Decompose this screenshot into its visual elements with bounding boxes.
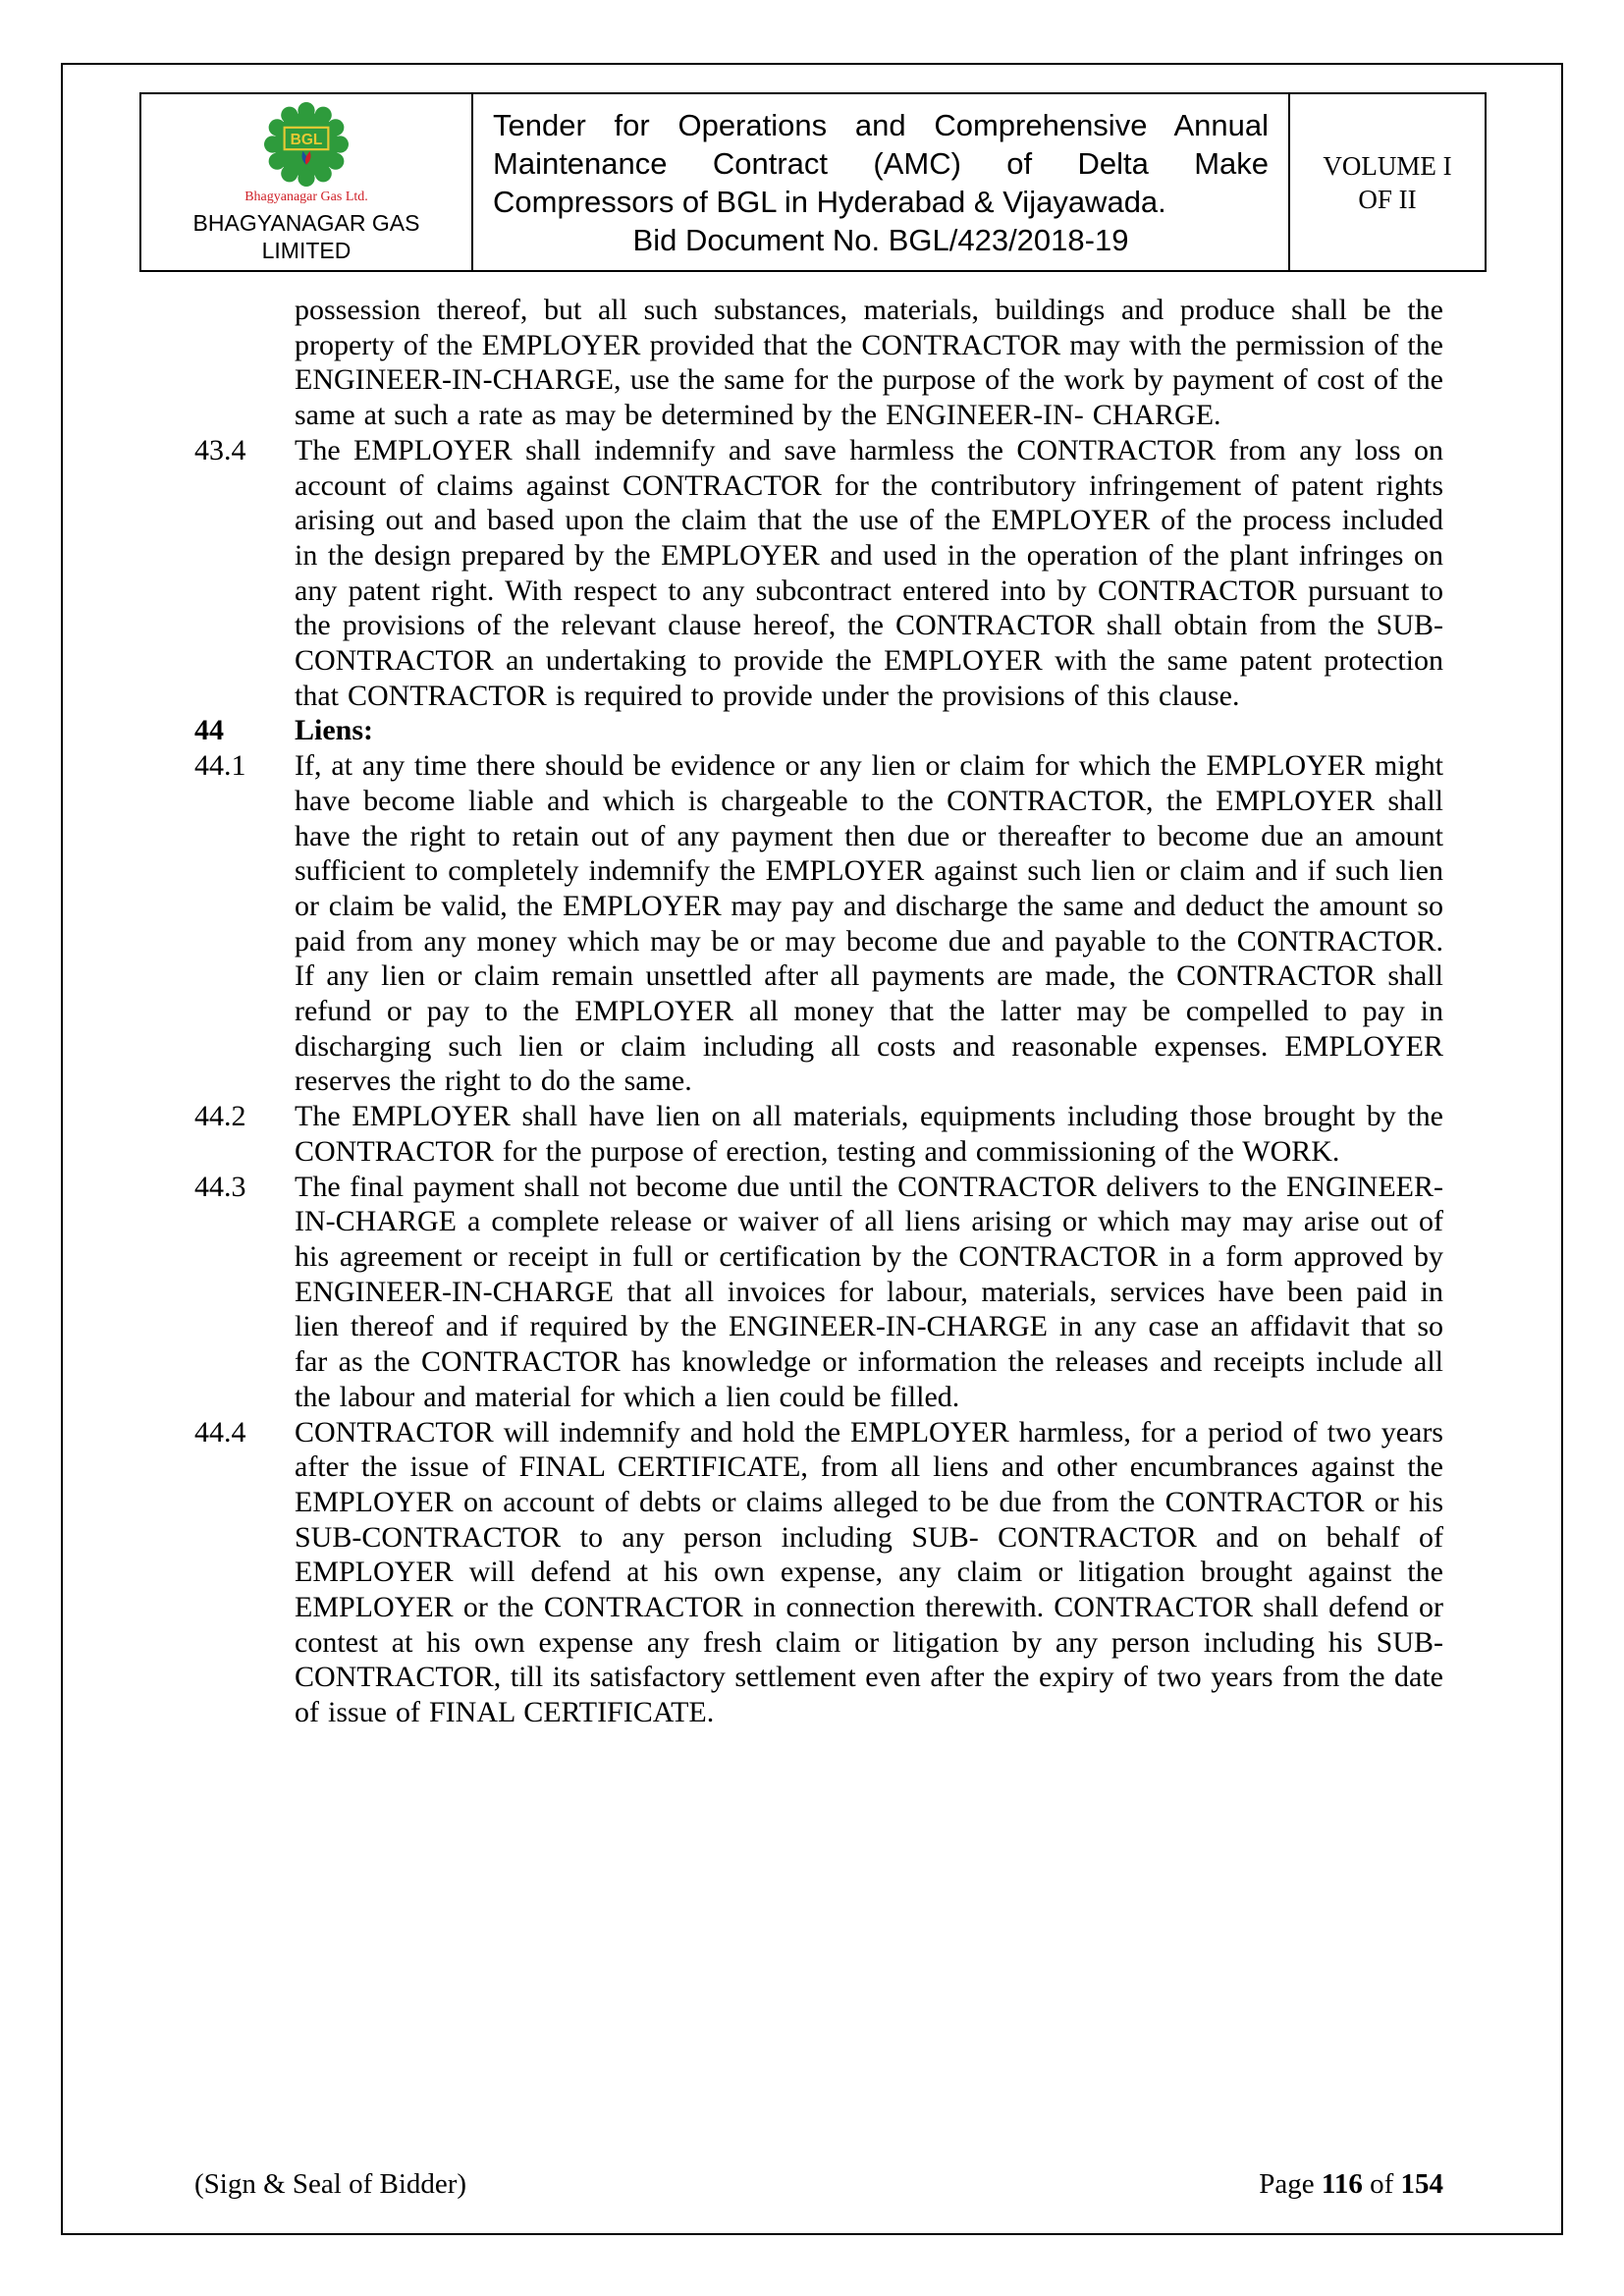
clause-text: The final payment shall not become due until the CONTRACTOR delivers to the ENGINEER-IN-CHARGE a complete release or waiver of all liens arising or which may may arise out of his agreement or receipt in full or certification by the CONTRACTOR in a form approved by ENGINEER-IN-CHARGE that all invoices for labour, materials, services have been paid in lien thereof and if required by the ENGINEER-IN-CHARGE in any case an affidavit that so far as the CONTRACTOR has knowledge or information the releases and receipts include all the labour and material for which a lien could be filled. (295, 1170, 1443, 1413)
paragraph-44-3 (194, 1170, 1443, 1415)
paragraph-44-1 (194, 748, 1443, 1099)
document-body (194, 293, 1443, 1730)
tender-title: Tender for Operations and Comprehensive Annual Maintenance Contract (AMC) of Delta Make Compressors of BGL in Hyderabad & Vijayawada. (493, 107, 1269, 219)
bid-document-number: Bid Document No. BGL/423/2018-19 (632, 222, 1129, 257)
clause-number: 43.4 (194, 433, 246, 466)
org-name-line1: BHAGYANAGAR GAS (192, 210, 420, 236)
paragraph-44-4 (194, 1415, 1443, 1730)
clause-number: 44.4 (194, 1415, 246, 1449)
sign-seal-note: (Sign & Seal of Bidder) (194, 2168, 467, 2200)
volume-line1: VOLUME I (1323, 150, 1452, 181)
clause-text: CONTRACTOR will indemnify and hold the EMPLOYER harmless, for a period of two years after the issue of FINAL CERTIFICATE, from all liens and other encumbrances against the EMPLOYER on account of debts or claims alleged to be due from the CONTRACTOR or his SUB-CONTRACTOR to any person including SUB- CONTRACTOR and on behalf of EMPLOYER will defend at his own expense, any claim or litigation brought against the EMPLOYER or the CONTRACTOR in connection therewith. CONTRACTOR shall defend or contest at his own expense any fresh claim or litigation by any person including his SUB-CONTRACTOR, till its satisfactory settlement even after the expiry of two years from the date of issue of FINAL CERTIFICATE. (295, 1415, 1443, 1729)
document-header (139, 92, 1487, 272)
logo-caption: Bhagyanagar Gas Ltd. (244, 190, 368, 204)
heading-44-liens (194, 713, 1443, 748)
page-number (194, 2168, 1443, 2201)
org-name-line2: LIMITED (261, 238, 352, 263)
logo-cell (140, 93, 472, 271)
page-current: 116 (1321, 2168, 1363, 2200)
volume-line2: OF II (1358, 184, 1417, 214)
page-total: 154 (1400, 2168, 1443, 2200)
of-label: of (1362, 2168, 1401, 2200)
clause-number: 44 (194, 714, 224, 747)
page-label: Page (1259, 2168, 1322, 2200)
clause-number: 44.1 (194, 749, 246, 783)
clause-text: The EMPLOYER shall indemnify and save harmless the CONTRACTOR from any loss on account of claims against CONTRACTOR for the contributory infringement of patent rights arising out and based upon the claim that the use of the EMPLOYER of the process included in the design prepared by the EMPLOYER and used in the operation of the plant infringes on any patent right. With respect to any subcontract entered into by CONTRACTOR pursuant to the provisions of the relevant clause hereof, the CONTRACTOR shall obtain from the SUB-CONTRACTOR an undertaking to provide the EMPLOYER with the same patent protection that CONTRACTOR is required to provide under the provisions of this clause. (295, 433, 1443, 712)
bgl-logo-icon (264, 102, 349, 187)
clause-text: If, at any time there should be evidence or any lien or claim for which the EMPLOYER might have become liable and which is chargeable to the CONTRACTOR, the EMPLOYER shall have the right to retain out of any payment then due or thereafter to become due an amount sufficient to completely indemnify the EMPLOYER against such lien or claim and if such lien or claim be valid, the EMPLOYER may pay and discharge the same and deduct the amount so paid from any money which may be or may become due and payable to the CONTRACTOR. If any lien or claim remain unsettled after all payments are made, the CONTRACTOR shall refund or pay to the EMPLOYER all money that the latter may be compelled to pay in discharging such lien or claim including all costs and reasonable expenses. EMPLOYER reserves the right to do the same. (295, 749, 1443, 1098)
title-cell (472, 93, 1289, 271)
logo-monogram: BGL (290, 132, 323, 148)
volume-cell (1289, 93, 1486, 271)
paragraph-continuation (194, 293, 1443, 433)
clause-text: possession thereof, but all such substances, materials, buildings and produce shall be the property of the EMPLOYER provided that the CONTRACTOR may with the permission of the ENGINEER-IN-CHARGE, use the same for the purpose of the work by payment of cost of the same at such a rate as may be determined by the ENGINEER-IN- CHARGE. (295, 294, 1443, 432)
clause-number: 44.2 (194, 1100, 246, 1133)
clause-text: The EMPLOYER shall have lien on all materials, equipments including those brought by the CONTRACTOR for the purpose of erection, testing and commissioning of the WORK. (295, 1100, 1443, 1168)
clause-text: Liens: (295, 714, 374, 747)
paragraph-44-2 (194, 1099, 1443, 1169)
clause-number: 44.3 (194, 1170, 246, 1203)
paragraph-43-4 (194, 433, 1443, 714)
